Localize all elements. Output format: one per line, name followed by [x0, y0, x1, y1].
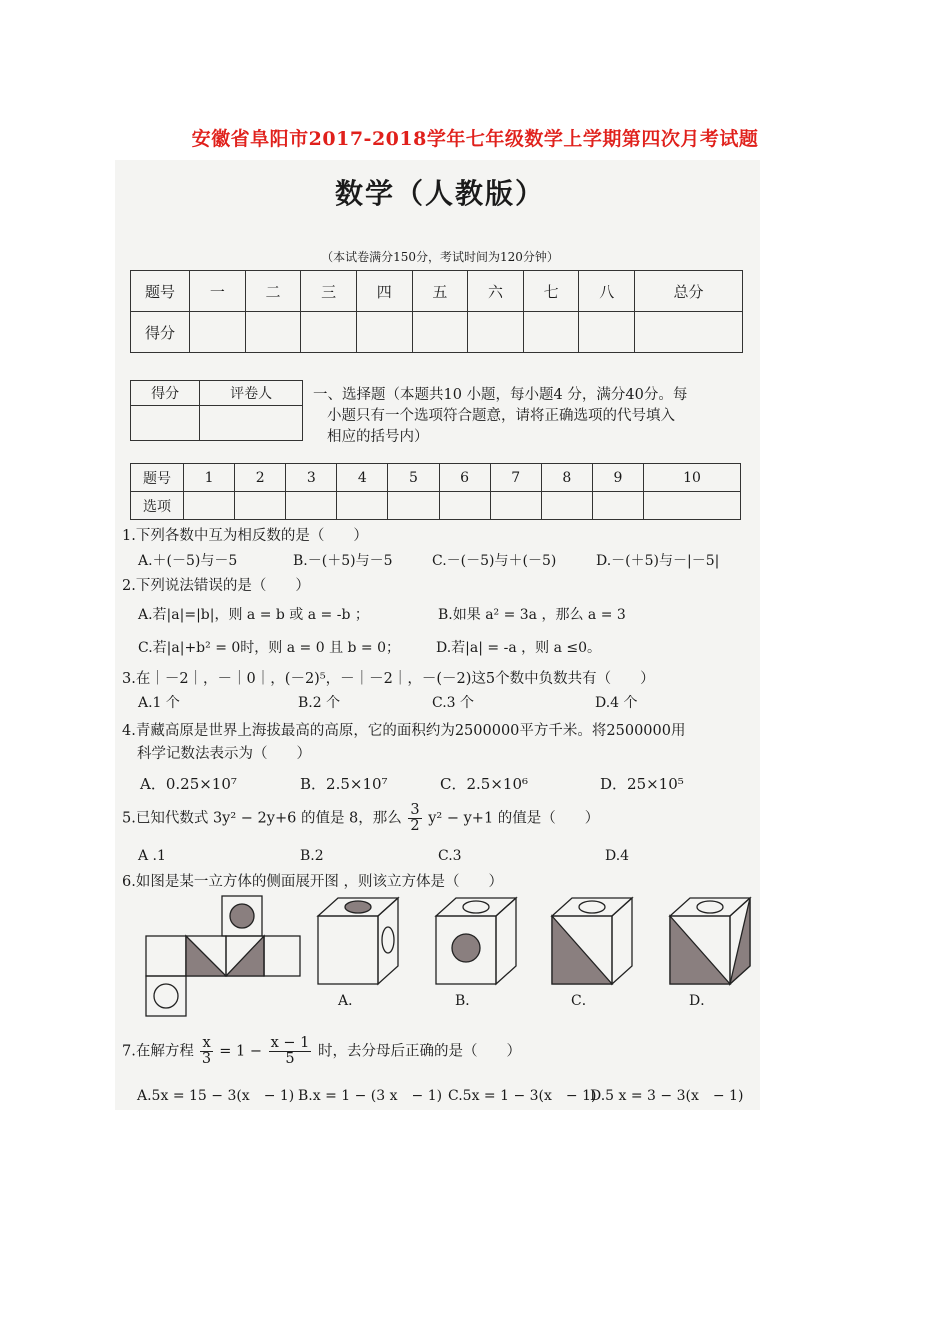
question-4-option-a: A．0.25×10⁷ [140, 775, 237, 793]
grader-table [130, 380, 303, 441]
question-7-option-b: B.x = 1 − (3 x − 1) [298, 1088, 443, 1104]
question-4-stem: 4.青藏高原是世界上海拔最高的高原，它的面积约为2500000平方千米。将2500000用 [122, 723, 686, 739]
cell: 6 [439, 464, 490, 492]
score-cell [412, 312, 468, 353]
question-3-option-c: C.3 个 [432, 695, 475, 711]
answer-cell [184, 492, 235, 520]
instruction-line: 小题只有一个选项符合题意，请将正确选项的代号填入 [327, 408, 675, 424]
question-2-option-d: D.若|a| = -a ，则 a ≤0。 [436, 640, 601, 656]
question-4-option-b: B．2.5×10⁷ [300, 775, 388, 793]
question-2-option-a: A.若|a|=|b|，则 a = b 或 a = -b ； [138, 607, 369, 623]
answer-table [130, 463, 741, 520]
question-4-option-c: C．2.5×10⁶ [440, 775, 529, 793]
cube-label-d: D． [689, 993, 715, 1009]
cell: 三 [301, 271, 357, 312]
question-4-option-d: D．25×10⁵ [600, 775, 684, 793]
score-cell [523, 312, 579, 353]
score-cell [356, 312, 412, 353]
question-1-option-c: C.－(－5)与＋(－5) [432, 553, 557, 569]
denominator: 2 [410, 818, 420, 834]
score-cell [579, 312, 635, 353]
cube-figures [140, 890, 760, 1025]
cube-label-b: B． [455, 993, 480, 1009]
cube-label-a: A． [338, 993, 363, 1009]
instruction-line: 一、选择题（本题共10 小题，每小题4 分，满分40分。每 [313, 387, 688, 403]
cell: 得分 [131, 312, 190, 353]
instruction-line: 相应的括号内） [327, 429, 429, 445]
cell: 六 [468, 271, 524, 312]
stem-text: 时，去分母后正确的是（ ） [318, 1043, 521, 1060]
cell: 1 [184, 464, 235, 492]
question-2-option-b: B.如果 a² = 3a ，那么 a = 3 [438, 607, 626, 623]
question-1-option-d: D.－(＋5)与－|－5| [596, 553, 720, 569]
stem-text: y² − y+1 的值是（ ） [428, 810, 600, 827]
fraction [408, 803, 421, 834]
question-1-stem: 1.下列各数中互为相反数的是（ ） [122, 528, 368, 544]
cell: 题号 [131, 271, 190, 312]
question-3-option-b: B.2 个 [298, 695, 341, 711]
score-table-score-row [131, 312, 743, 353]
question-3-option-a: A.1 个 [138, 695, 180, 711]
exam-heading: 数学（人教版） [334, 177, 545, 210]
cell: 一 [190, 271, 246, 312]
cell: 五 [412, 271, 468, 312]
numerator: x − 1 [270, 1035, 310, 1051]
question-7-stem [122, 1036, 521, 1067]
score-cell [468, 312, 524, 353]
answer-cell [439, 492, 490, 520]
numerator: 3 [410, 802, 420, 818]
score-table [130, 270, 743, 353]
cube-option-d [670, 898, 750, 984]
document-title: 安徽省阜阳市2017-2018学年七年级数学上学期第四次月考试题 [191, 128, 759, 150]
cell: 3 [286, 464, 337, 492]
answer-cell [643, 492, 740, 520]
cell: 10 [643, 464, 740, 492]
score-cell [200, 406, 303, 441]
answer-cell [235, 492, 286, 520]
section-1-instructions [313, 385, 743, 448]
cell: 总分 [635, 271, 743, 312]
question-5-stem [122, 803, 599, 834]
cell: 题号 [131, 464, 184, 492]
cell: 得分 [131, 381, 200, 406]
exam-note: （本试卷满分150分，考试时间为120分钟） [321, 250, 559, 264]
question-7-option-c: C.5x = 1 − 3(x − 1) [448, 1088, 597, 1104]
answer-cell [490, 492, 541, 520]
cell: 四 [356, 271, 412, 312]
cube-label-c: C． [571, 993, 596, 1009]
cube-option-b [436, 898, 516, 984]
answer-cell [592, 492, 643, 520]
question-4-stem-cont: 科学记数法表示为（ ） [137, 746, 311, 762]
numerator: x [202, 1035, 211, 1051]
answer-cell [388, 492, 439, 520]
stem-text: 5.已知代数式 3y² − 2y+6 的值是 8，那么 [122, 810, 402, 827]
stem-text: 7.在解方程 [122, 1043, 194, 1060]
score-cell [245, 312, 301, 353]
question-7-option-a: A.5x = 15 − 3(x − 1) [137, 1088, 295, 1104]
question-3-option-d: D.4 个 [595, 695, 638, 711]
score-cell [131, 406, 200, 441]
score-cell [635, 312, 743, 353]
question-2-stem: 2.下列说法错误的是（ ） [122, 578, 310, 594]
cell: 5 [388, 464, 439, 492]
cell: 评卷人 [200, 381, 303, 406]
score-table-header-row [131, 271, 743, 312]
question-5-option-a: A .1 [138, 848, 166, 864]
question-3-stem: 3.在｜－2｜，－｜0｜，(－2)⁵，－｜－2｜，－(－2)这5个数中负数共有（ ） [122, 671, 655, 687]
question-1-option-a: A.＋(－5)与－5 [138, 553, 238, 569]
question-5-option-b: B.2 [300, 848, 324, 864]
cube-option-c [552, 898, 632, 984]
cell: 9 [592, 464, 643, 492]
cell: 7 [490, 464, 541, 492]
cell: 七 [523, 271, 579, 312]
fraction [269, 1036, 312, 1067]
cube-net [146, 896, 300, 1016]
question-2-option-c: C.若|a|+b² = 0时，则 a = 0 且 b = 0； [138, 640, 401, 656]
stem-text: = 1 − [219, 1043, 262, 1060]
fraction [200, 1036, 212, 1067]
question-6-stem: 6.如图是某一立方体的侧面展开图 ，则该立方体是（ ） [122, 874, 503, 890]
cell: 选项 [131, 492, 184, 520]
question-5-option-d: D.4 [605, 848, 630, 864]
cell: 2 [235, 464, 286, 492]
question-1-option-b: B.－(＋5)与－5 [293, 553, 393, 569]
question-7-option-d: D.5 x = 3 − 3(x − 1) [590, 1088, 744, 1104]
question-5-option-c: C.3 [438, 848, 462, 864]
cell: 八 [579, 271, 635, 312]
score-cell [190, 312, 246, 353]
cell: 4 [337, 464, 388, 492]
denominator: 3 [201, 1051, 212, 1067]
score-cell [301, 312, 357, 353]
cell: 8 [541, 464, 592, 492]
denominator: 5 [285, 1051, 295, 1067]
cell: 二 [245, 271, 301, 312]
cube-option-a [318, 898, 398, 984]
answer-cell [541, 492, 592, 520]
answer-cell [337, 492, 388, 520]
answer-cell [286, 492, 337, 520]
